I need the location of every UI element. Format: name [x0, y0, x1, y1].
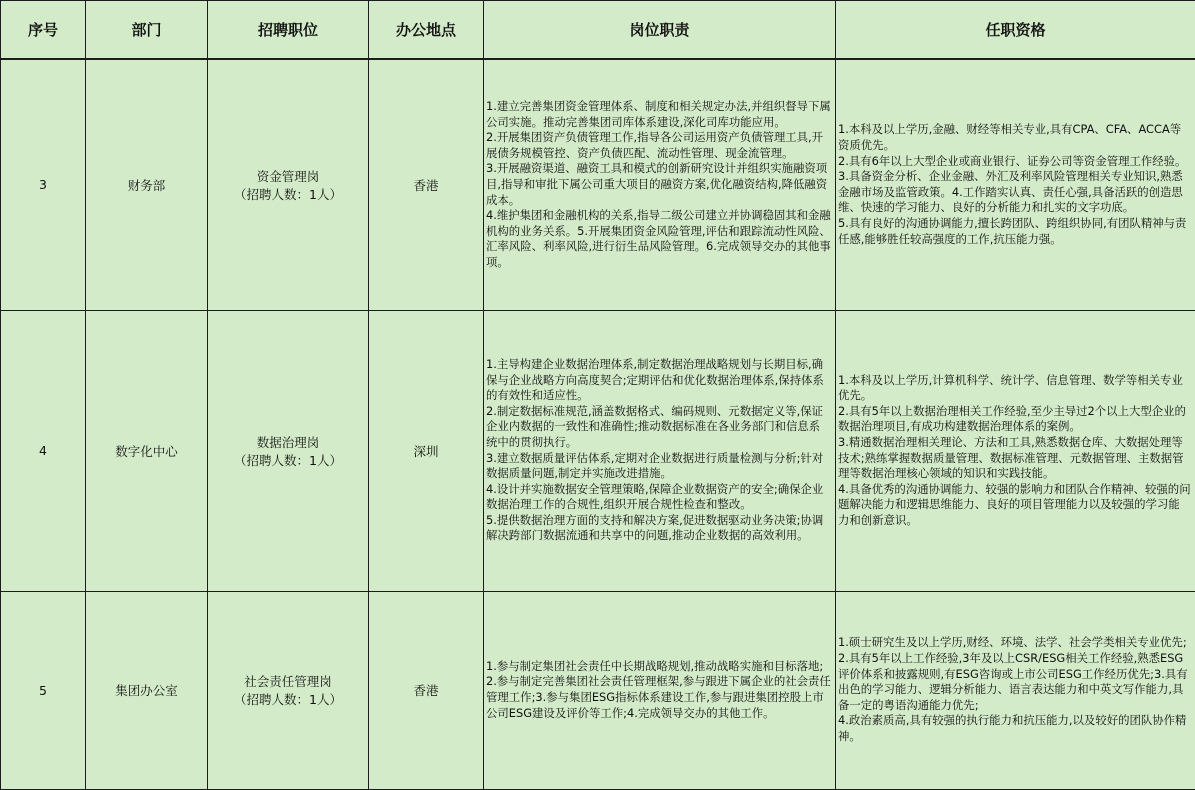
qualification-item: 3.精通数据治理相关理论、方法和工具,熟悉数据仓库、大数据处理等技术;熟练掌握数据质量管理、数据标准管理、元数据管理、主数据管理等数据治理核心领域的知识和实践技能。	[838, 435, 1191, 482]
row-position	[208, 310, 369, 591]
duty-item: 2.制定数据标准规范,涵盖数据格式、编码规则、元数据定义等,保证企业内数据的一致性和准确性;推动数据标准在各业务部门和信息系统中的贯彻执行。	[486, 404, 831, 451]
duty-item: 3.开展融资渠道、融资工具和模式的创新研究设计并组织实施融资项目,指导和审批下属公司重大项目的融资方案,优化融资结构,降低融资成本。	[486, 161, 831, 208]
row-dept: 集团办公室	[86, 591, 208, 789]
duty-item: 1.参与制定集团社会责任中长期战略规划,推动战略实施和目标落地;	[486, 659, 831, 675]
qualification-item: 5.具有良好的沟通协调能力,擅长跨团队、跨组织协同,有团队精神与责任感,能够胜任较高强度的工作,抗压能力强。	[838, 216, 1191, 247]
row-no: 5	[1, 591, 86, 789]
row-no: 3	[1, 59, 86, 310]
position-headcount: （招聘人数：1人）	[208, 690, 368, 708]
qualification-item: 2.具有5年以上工作经验,3年及以上CSR/ESG相关工作经验,熟悉ESG评价体系和披露规则,有ESG咨询或上市公司ESG工作经历优先;3.具有出色的学习能力、逻辑分析能力、语言表达能力和中英文写作能力,具备一定的粤语沟通能力优先;	[838, 651, 1191, 713]
qualification-item: 1.本科及以上学历,金融、财经等相关专业,具有CPA、CFA、ACCA等资质优先。	[838, 122, 1191, 153]
position-title: 资金管理岗	[208, 167, 368, 185]
header-no: 序号	[1, 1, 86, 60]
position-headcount: （招聘人数：1人）	[208, 185, 368, 203]
duty-item: 3.建立数据质量评估体系,定期对企业数据进行质量检测与分析;针对数据质量问题,制定并实施改进措施。	[486, 451, 831, 482]
row-duties	[484, 591, 836, 789]
row-duties	[484, 310, 836, 591]
qualification-item: 2.具有6年以上大型企业或商业银行、证券公司等资金管理工作经验。	[838, 154, 1191, 170]
qualification-item: 1.本科及以上学历,计算机科学、统计学、信息管理、数学等相关专业优先。	[838, 373, 1191, 404]
duty-item: 2.参与制定完善集团社会责任管理框架,参与跟进下属企业的社会责任管理工作;3.参与集团ESG指标体系建设工作,参与跟进集团控股上市公司ESG建设及评价等工作;4.完成领导交办的其他工作。	[486, 674, 831, 721]
duty-item: 1.建立完善集团资金管理体系、制度和相关规定办法,并组织督导下属公司实施。推动完善集团司库体系建设,深化司库功能应用。	[486, 99, 831, 130]
qualification-item: 1.硕士研究生及以上学历,财经、环境、法学、社会学类相关专业优先;	[838, 635, 1191, 651]
duty-item: 4.设计并实施数据安全管理策略,保障企业数据资产的安全;确保企业数据治理工作的合规性,组织开展合规性检查和整改。	[486, 482, 831, 513]
position-title: 数据治理岗	[208, 433, 368, 451]
header-position: 招聘职位	[208, 1, 369, 60]
duty-item: 2.开展集团资产负债管理工作,指导各公司运用资产负债管理工具,开展债务规模管控、资产负债匹配、流动性管理、现金流管理。	[486, 130, 831, 161]
table-row	[1, 310, 1195, 591]
qualification-item: 2.具有5年以上数据治理相关工作经验,至少主导过2个以上大型企业的数据治理项目,有成功构建数据治理体系的案例。	[838, 404, 1191, 435]
row-no: 4	[1, 310, 86, 591]
row-dept: 数字化中心	[86, 310, 208, 591]
table-row	[1, 59, 1195, 310]
header-qualifications: 任职资格	[836, 1, 1195, 60]
qualification-item: 4.具备优秀的沟通协调能力、较强的影响力和团队合作精神、较强的问题解决能力和逻辑思维能力、良好的项目管理能力以及较强的学习能力和创新意识。	[838, 482, 1191, 529]
qualification-item: 4.政治素质高,具有较强的执行能力和抗压能力,以及较好的团队协作精神。	[838, 713, 1191, 744]
header-dept: 部门	[86, 1, 208, 60]
row-duties	[484, 59, 836, 310]
header-location: 办公地点	[369, 1, 484, 60]
row-position	[208, 591, 369, 789]
row-position	[208, 59, 369, 310]
position-headcount: （招聘人数：1人）	[208, 451, 368, 469]
duty-item: 5.提供数据治理方面的支持和解决方案,促进数据驱动业务决策;协调解决跨部门数据流通和共享中的问题,推动企业数据的高效利用。	[486, 513, 831, 544]
header-row	[1, 1, 1195, 60]
duty-item: 1.主导构建企业数据治理体系,制定数据治理战略规划与长期目标,确保与企业战略方向高度契合;定期评估和优化数据治理体系,保持体系的有效性和适应性。	[486, 357, 831, 404]
qualification-item: 3.具备资金分析、企业金融、外汇及利率风险管理相关专业知识,熟悉金融市场及监管政策。4.工作踏实认真、责任心强,具备活跃的创造思维、快速的学习能力、良好的分析能力和扎实的文字功底。	[838, 169, 1191, 216]
row-dept: 财务部	[86, 59, 208, 310]
row-qualifications	[836, 310, 1195, 591]
header-duties: 岗位职责	[484, 1, 836, 60]
row-qualifications	[836, 591, 1195, 789]
table-row	[1, 591, 1195, 789]
position-title: 社会责任管理岗	[208, 672, 368, 690]
row-qualifications	[836, 59, 1195, 310]
row-location: 深圳	[369, 310, 484, 591]
duty-item: 4.维护集团和金融机构的关系,指导二级公司建立并协调稳固其和金融机构的业务关系。5.开展集团资金风险管理,评估和跟踪流动性风险、汇率风险、利率风险,进行衍生品风险管理。6.完成领导交办的其他事项。	[486, 208, 831, 270]
row-location: 香港	[369, 59, 484, 310]
row-location: 香港	[369, 591, 484, 789]
